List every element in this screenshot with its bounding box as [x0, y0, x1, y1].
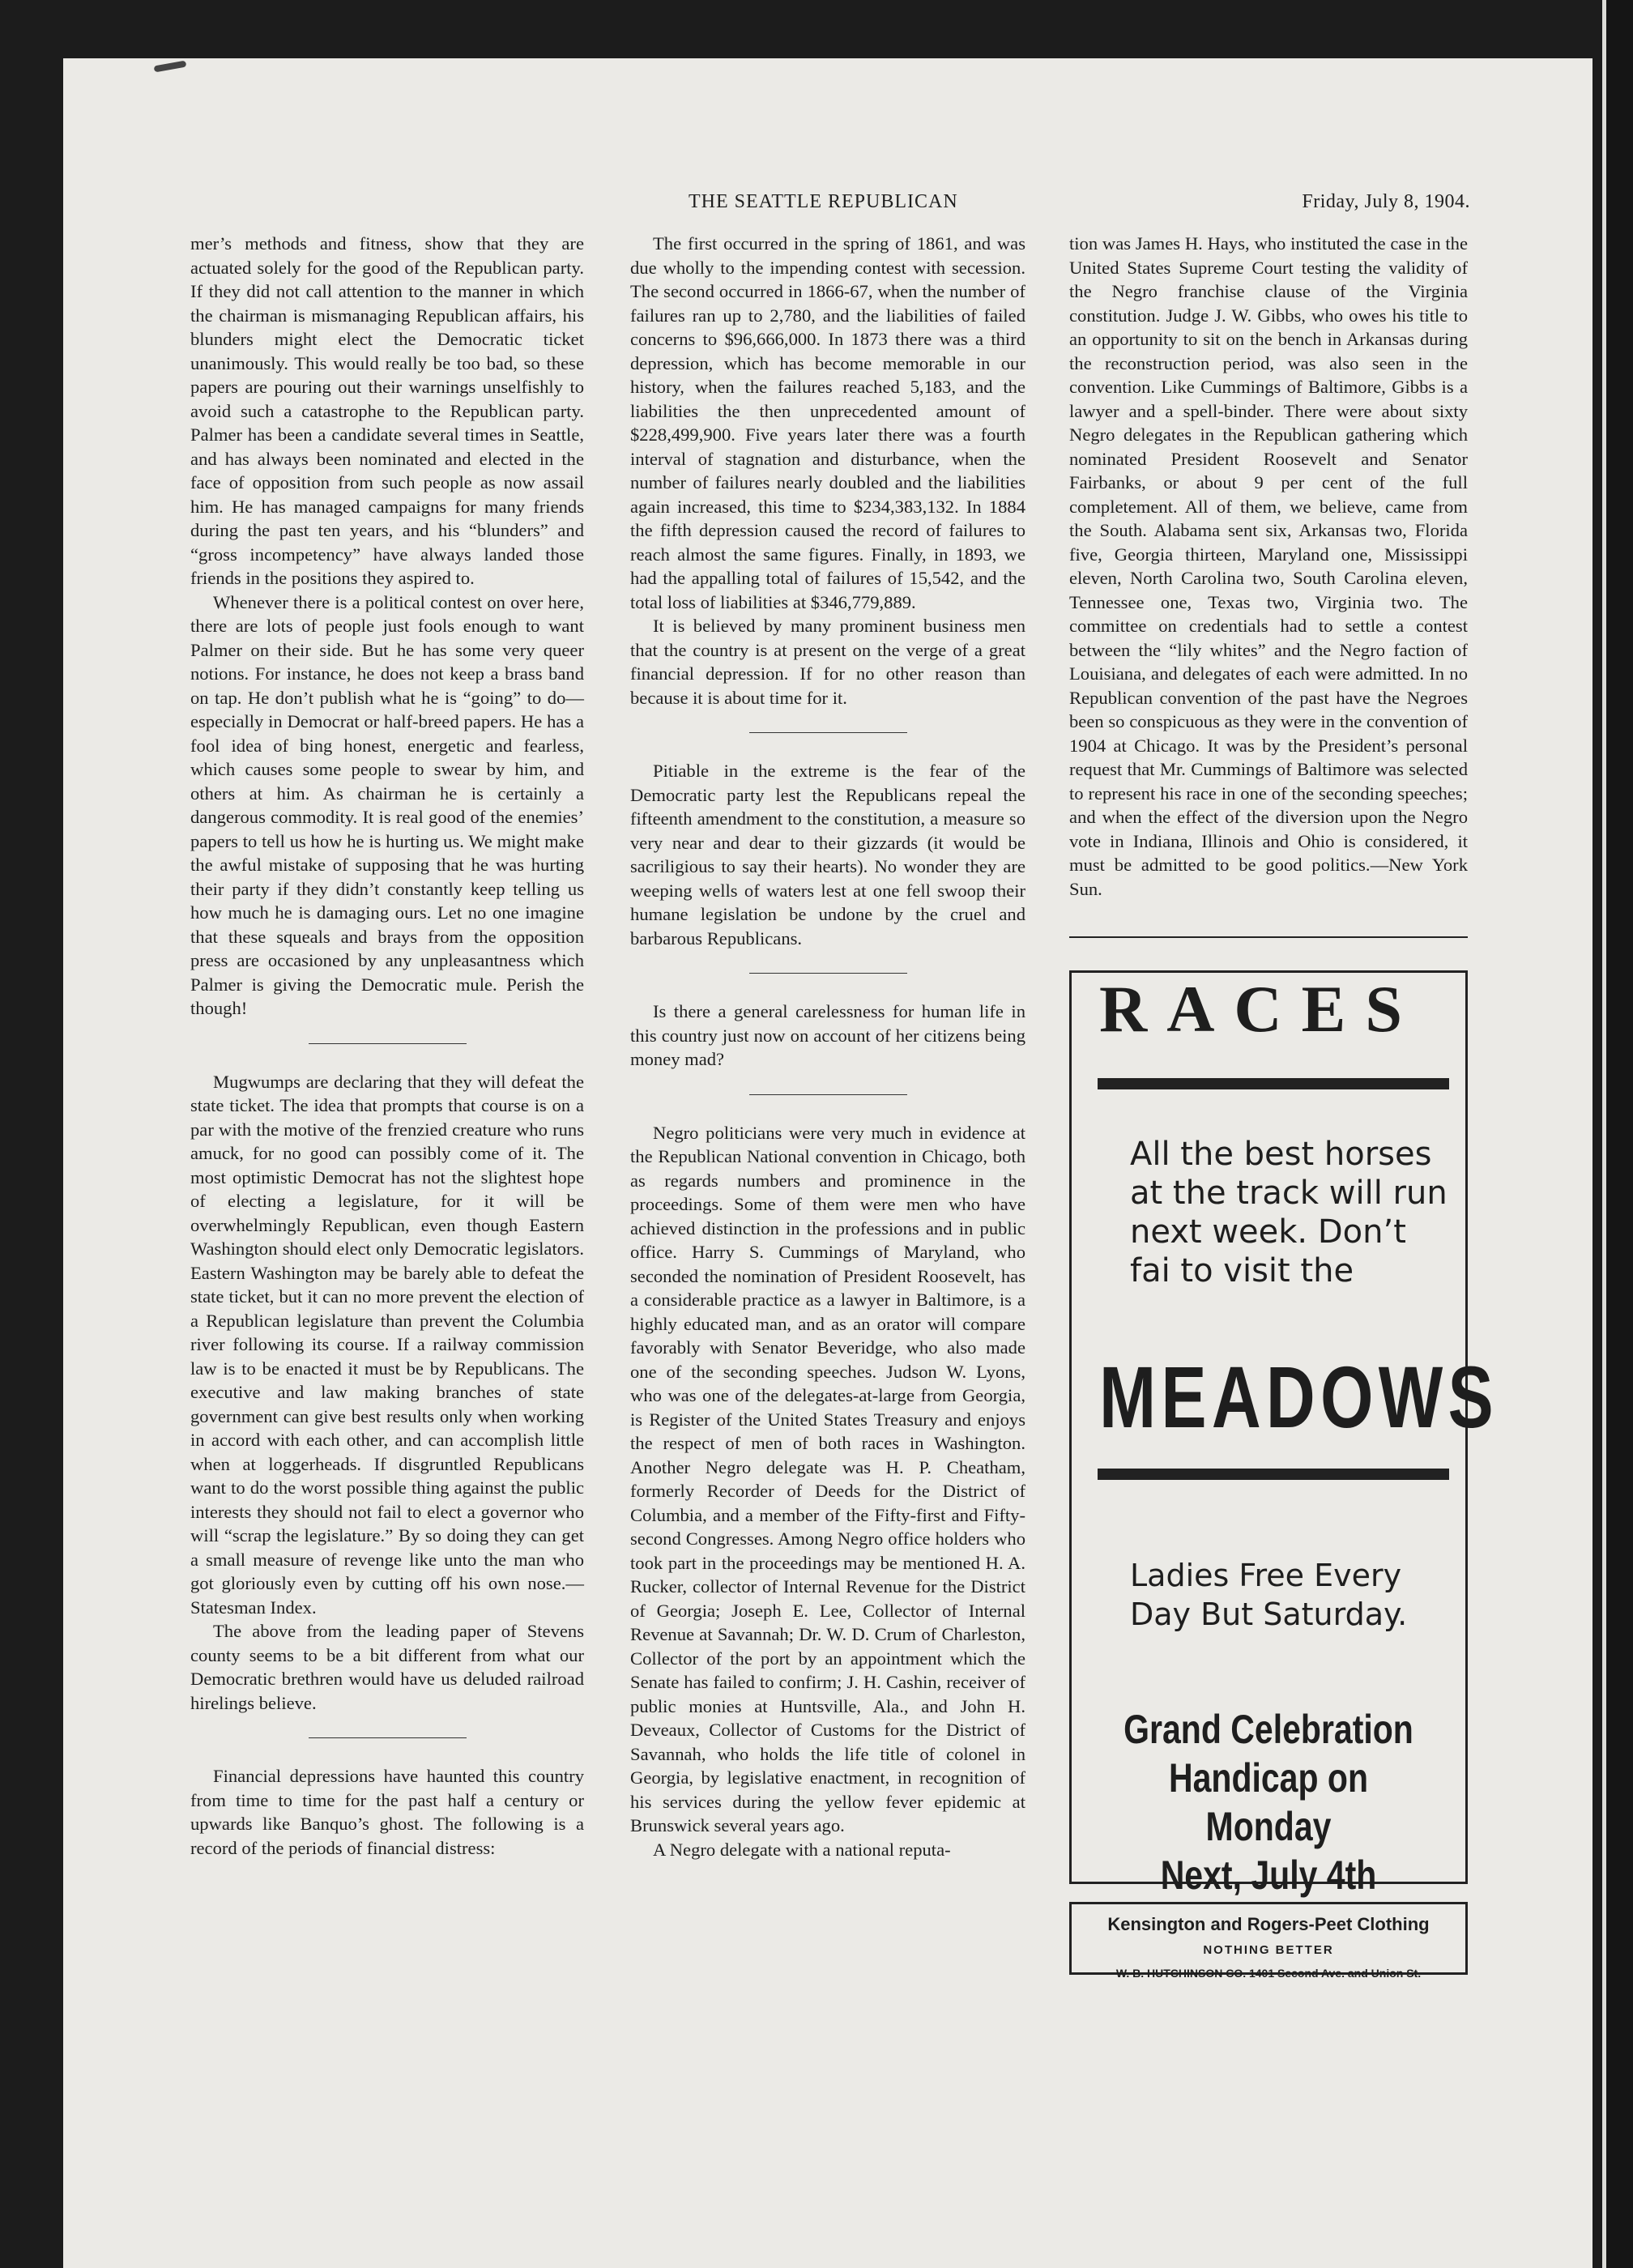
ad-celebration-line: Next, July 4th [1160, 1852, 1377, 1898]
section-divider [749, 973, 907, 974]
article-paragraph: The above from the leading paper of Stevens county seems to be a bit different from what our Democratic brethren would have us deluded railroad hirelings believe. [190, 1621, 584, 1713]
newspaper-title: THE SEATTLE REPUBLICAN [689, 191, 958, 212]
ad-rule [1098, 1469, 1449, 1480]
ad-rule [1098, 1078, 1449, 1089]
ad-tagline-ladies: Ladies Free Every Day But Saturday. [1130, 1558, 1408, 1632]
issue-date: Friday, July 8, 1904. [1302, 191, 1470, 212]
article-paragraph: Whenever there is a political contest on over here, there are lots of people just fools enough to want Palmer on their side. But he has some very queer notions. For instance, he does not keep a brass band on tap. He don’t publish what he is “going” to do—especially in Democrat or half-breed papers. He has a fool idea of bing honest, energetic and fearless, which causes some people to swear by him, and others at him. As chairman he is certainly a dangerous commodity. It is real good of the enemies’ papers to tell us how he is hurting us. We might make the awful mistake of supposing that he was hurting their party if they didn’t constantly keep telling us how much he is damaging ours. Let no one imagine that these squeals and brays from the opposition press are occasioned by any unpleasantness which Palmer is giving the Democratic mule. Perish the though! [190, 591, 584, 1018]
article-paragraph: The first occurred in the spring of 1861, and was due wholly to the impending contest with secession. The second occurred in 1866-67, when the number of failures ran up to 2,780, and the liabilities of failed concerns to $96,666,000. In 1873 there was a third depression, which has become memorable in our history, when the failures reached 5,183, and the liabilities the then unprecedented amount of $228,499,900. Five years later there was a fourth interval of stagnation and disturbance, when the number of failures nearly doubled and the liabilities again increased, this time to $234,383,132. In 1884 the fifth depression caused the record of failures to reach almost the same figures. Finally, in 1893, we had the appalling total of failures of 15,542, and the total loss of liabilities at $346,779,889. [630, 233, 1025, 612]
ad-celebration [1107, 1705, 1430, 1899]
article-paragraph: A Negro delegate with a national reputa- [653, 1839, 951, 1860]
ad-headline-meadows: MEADOWS [1099, 1348, 1499, 1446]
ad-headline-races: RACES [1099, 972, 1422, 1046]
ad-celebration-line: Handicap on Monday [1168, 1755, 1369, 1849]
clothing-ad-slogan: NOTHING BETTER [1203, 1942, 1334, 1957]
column-3 [1069, 232, 1499, 1980]
article-paragraph: tion was James H. Hays, who instituted the case in the United States Supreme Court testing the validity of the Negro franchise clause of the Virginia constitution. Judge J. W. Gibbs, who owes his title to an opportunity to sit on the bench in Arkansas during the reconstruction period, was also seen in the convention. Like Cummings of Baltimore, Gibbs is a lawyer and a spell-binder. There were about sixty Negro delegates in the Republican gathering which nominated President Roosevelt and Senator Fairbanks, or about 9 per cent of the full completement. All of them, we believe, came from the South. Alabama sent six, Arkansas two, Florida five, Georgia thirteen, Maryland one, Mississippi eleven, North Carolina two, South Carolina eleven, Tennessee one, Texas two, Virginia two. The committee on credentials had to settle a contest between the “lily whites” and the Negro faction of Louisiana, and delegates of each were admitted. In no Republican convention of the past have the Negroes been so conspicuous as they were in the convention of 1904 at Chicago. It was by the President’s personal request that Mr. Cummings of Baltimore was selected to represent his race in one of the seconding speeches; and when the effect of the diversion upon the Negro vote in Indiana, Illinois and Ohio is considered, it must be admitted to be good politics.—New York Sun. [1069, 233, 1468, 899]
races-advertisement [1069, 970, 1499, 1898]
article-paragraph: Is there a general carelessness for human life in this country just now on account of her citizens being money mad? [630, 1001, 1025, 1069]
page-edge-line [1602, 0, 1606, 2268]
section-divider [309, 1737, 467, 1738]
article-paragraph: mer’s methods and fitness, show that they are actuated solely for the good of the Republican party. If they did not call attention to the manner in which the chairman is mismanaging Republican affairs, his blunders might elect the Democratic ticket unanimously. This would really be too bad, so these papers are pouring out their warnings unselfishly to avoid such a catastrophe to the Republican party. Palmer has been a candidate several times in Seattle, and has always been nominated and elected in the face of opposition from such people as now assail him. He has managed campaigns for many friends during the past ten years, and his “blunders” and “gross incompetency” have always landed those friends in the positions they aspired to. [190, 233, 584, 588]
article-paragraph: It is believed by many prominent business men that the country is at present on the verge of a great financial depression. If for no other reason than because it is about time for it. [630, 616, 1025, 708]
section-divider [749, 1094, 907, 1095]
column-1 [190, 232, 584, 1860]
adjacent-page-edge [1602, 0, 1633, 2268]
section-divider [749, 732, 907, 733]
ad-tagline: All the best horses at the track will run next week. Don’t fai to visit the [1130, 1136, 1448, 1290]
section-divider [309, 1043, 467, 1044]
clothing-ad-address: W. B. HUTCHINSON CO. 1401 Second Ave. and Union St. [1115, 1967, 1422, 1980]
column-2 [630, 232, 1025, 1861]
article-paragraph: Pitiable in the extreme is the fear of the Democratic party lest the Republicans repeal the fifteenth amendment to the constitution, a measure so very near and dear to their gizzards (it would be sacriligious to say their hearts). No wonder they are weeping wells of waters lest at one fell swoop their humane legislation be undone by the cruel and barbarous Republicans. [630, 761, 1025, 949]
clothing-ad-headline: Kensington and Rogers-Peet Clothing [1107, 1914, 1430, 1934]
clothing-advertisement [1069, 1902, 1468, 1980]
ad-separator [1069, 936, 1468, 938]
ad-celebration-line: Grand Celebration [1123, 1707, 1413, 1752]
article-paragraph: Financial depressions have haunted this country from time to time for the past half a century or upwards like Banquo’s ghost. The following is a record of the periods of financial distress: [190, 1766, 584, 1858]
article-paragraph: Negro politicians were very much in evidence at the Republican National convention in Chicago, both as regards numbers and prominence in the proceedings. Some of them were men who have achieved distinction in the professions and in public office. Harry S. Cummings of Maryland, who seconded the nomination of President Roosevelt, has a considerable practice as a lawyer in Baltimore, is a highly educated man, and as an orator will compare favorably with Senator Beveridge, who also made one of the seconding speeches. Judson W. Lyons, who was one of the delegates-at-large from Georgia, is Register of the United States Treasury and enjoys the respect of men of both races in Washington. Another Negro delegate was H. P. Cheatham, formerly Recorder of Deeds for the District of Columbia, and a member of the Fifty-first and Fifty-second Congresses. Among Negro office holders who took part in the proceedings may be mentioned H. A. Rucker, collector of Internal Revenue for the District of Georgia; Joseph E. Lee, Collector of Internal Revenue at Savannah; Dr. W. D. Crum of Charleston, Collector of the port by an appointment which the Senate has failed to confirm; J. H. Cashin, receiver of public monies at Huntsville, Ala., and John H. Deveaux, Collector of Customs for the District of Savannah, who holds the life title of colonel in Georgia, by legislative enactment, in recognition of his services during the yellow fever epidemic at Brunswick several years ago. [630, 1122, 1025, 1835]
page-header [190, 191, 1470, 224]
article-paragraph: Mugwumps are declaring that they will defeat the state ticket. The idea that prompts that course is on a par with the motive of the frenzied creature who runs amuck, for no good can possibly come of it. The most optimistic Democrat has not the slightest hope of electing a legislature, for it will be overwhelmingly Republican, even though Eastern Washington should elect only Democratic legislators. Eastern Washington may be barely able to defeat the state ticket, but it can no more prevent the election of a Republican legislature than prevent the Columbia river following its course. If a railway commission law is to be enacted it must be by Republicans. The executive and law making branches of state government can give best results only when working in accord with each other, and can accomplish little when at loggerheads. If disgruntled Republicans want to do the worst possible thing against the public interests they should not fail to elect a governor who will “scrap the legislature.” By so doing they can get a small measure of revenge like unto the man who got gloriously even by cutting off his own nose.—Statesman Index. [190, 1071, 584, 1618]
